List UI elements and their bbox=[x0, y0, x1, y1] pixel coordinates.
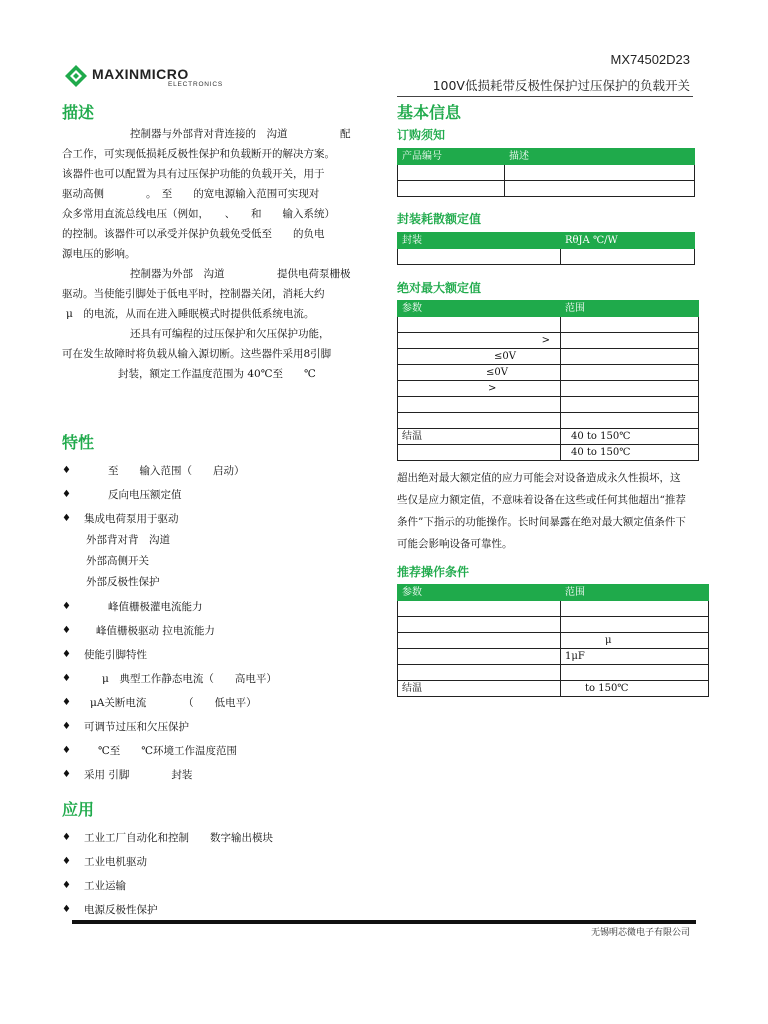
ordering-table bbox=[397, 148, 695, 197]
description-line: 还具有可编程的过压保护和欠压保护功能， bbox=[130, 328, 330, 340]
bullet-diamond-icon: ♦ bbox=[62, 904, 71, 915]
description-line: μ 的电流，从而在进入睡眠模式时提供低系统电流。 bbox=[66, 308, 315, 320]
application-item bbox=[62, 828, 382, 848]
feature-subitem bbox=[62, 572, 382, 592]
table-row bbox=[398, 429, 699, 445]
company-logo bbox=[64, 64, 224, 94]
table-header-cell: 参数 bbox=[398, 301, 561, 317]
feature-text: 外部高侧开关 bbox=[86, 555, 149, 567]
features-heading: 特性 bbox=[62, 433, 95, 452]
table-row bbox=[398, 249, 695, 265]
recommended-heading: 推荐操作条件 bbox=[397, 565, 470, 579]
feature-text: μA关断电流 （ 低电平） bbox=[90, 697, 257, 709]
table-row bbox=[398, 397, 699, 413]
document-title: 100V低损耗带反极性保护过压保护的负载开关 bbox=[432, 78, 690, 93]
footer-company: 无锡明芯微电子有限公司 bbox=[590, 928, 690, 938]
table-row bbox=[398, 665, 709, 681]
table-header-cell: RθJA ℃/W bbox=[561, 233, 695, 249]
bullet-diamond-icon: ♦ bbox=[62, 649, 71, 660]
description-line: 可在发生故障时将负载从输入源切断。这些器件采用8引脚 bbox=[62, 348, 332, 360]
table-cell: 40 to 150℃ bbox=[561, 445, 699, 461]
table-header-cell: 参数 bbox=[398, 585, 561, 601]
table-cell bbox=[398, 165, 505, 181]
table-cell: 1μF bbox=[561, 649, 709, 665]
bullet-diamond-icon: ♦ bbox=[62, 769, 71, 780]
table-cell bbox=[398, 249, 561, 265]
abs-max-table bbox=[397, 300, 699, 461]
bullet-diamond-icon: ♦ bbox=[62, 697, 71, 708]
table-row bbox=[398, 333, 699, 349]
table-cell bbox=[561, 249, 695, 265]
table-cell bbox=[561, 413, 699, 429]
application-item bbox=[62, 900, 382, 920]
table-row bbox=[398, 681, 709, 697]
application-text: 电源反极性保护 bbox=[84, 904, 158, 916]
feature-item bbox=[62, 669, 382, 689]
table-cell bbox=[398, 445, 561, 461]
feature-subitem bbox=[62, 551, 382, 571]
description-line: 众多常用直流总线电压（例如， 、 和 输入系统） bbox=[62, 208, 335, 220]
feature-item bbox=[62, 509, 382, 529]
feature-text: 集成电荷泵用于驱动 bbox=[84, 513, 179, 525]
table-cell bbox=[561, 365, 699, 381]
feature-text: 使能引脚特性 bbox=[84, 649, 147, 661]
description-heading: 描述 bbox=[62, 103, 95, 122]
table-header-cell: 范围 bbox=[561, 585, 709, 601]
table-cell bbox=[398, 649, 561, 665]
note-line: 条件”下指示的功能操作。长时间暴露在绝对最大额定值条件下 bbox=[397, 516, 686, 528]
table-cell: 结温 bbox=[398, 429, 561, 445]
recommended-table bbox=[397, 584, 709, 697]
table-row bbox=[398, 381, 699, 397]
feature-item bbox=[62, 461, 382, 481]
feature-text: 反向电压额定值 bbox=[108, 489, 182, 501]
table-row bbox=[398, 617, 709, 633]
table-cell bbox=[398, 633, 561, 649]
table-cell bbox=[561, 333, 699, 349]
table-cell: > bbox=[398, 381, 561, 397]
description-line: 的控制。该器件可以承受并保护负载免受低至 的负电 bbox=[62, 228, 325, 240]
note-line: 超出绝对最大额定值的应力可能会对设备造成永久性损坏，这 bbox=[397, 472, 681, 484]
table-cell: > bbox=[398, 333, 561, 349]
feature-item bbox=[62, 765, 382, 785]
table-cell bbox=[398, 665, 561, 681]
table-row bbox=[398, 445, 699, 461]
table-header-cell: 封装 bbox=[398, 233, 561, 249]
application-item bbox=[62, 876, 382, 896]
application-text: 工业工厂自动化和控制 数字输出模块 bbox=[84, 832, 273, 844]
table-cell bbox=[505, 165, 695, 181]
logo-text: MAXINMICRO bbox=[92, 66, 189, 82]
feature-item bbox=[62, 645, 382, 665]
description-line: 驱动。当使能引脚处于低电平时，控制器关闭，消耗大约 bbox=[62, 288, 325, 300]
table-cell bbox=[561, 317, 699, 333]
table-cell bbox=[561, 601, 709, 617]
bullet-diamond-icon: ♦ bbox=[62, 513, 71, 524]
table-header-cell: 范围 bbox=[561, 301, 699, 317]
application-text: 工业电机驱动 bbox=[84, 856, 147, 868]
description-line: 源电压的影响。 bbox=[62, 248, 136, 260]
abs-max-heading: 绝对最大额定值 bbox=[397, 281, 482, 295]
table-cell bbox=[398, 317, 561, 333]
feature-text: 采用 引脚 封装 bbox=[84, 769, 193, 781]
description-line: 合工作，可实现低损耗反极性保护和负载断开的解决方案。 bbox=[62, 148, 335, 160]
footer-divider bbox=[72, 920, 696, 924]
table-cell bbox=[505, 181, 695, 197]
applications-heading: 应用 bbox=[62, 800, 95, 819]
part-number: MX74502D23 bbox=[610, 52, 690, 67]
table-cell bbox=[561, 617, 709, 633]
bullet-diamond-icon: ♦ bbox=[62, 673, 71, 684]
table-cell bbox=[398, 601, 561, 617]
bullet-diamond-icon: ♦ bbox=[62, 856, 71, 867]
table-cell bbox=[561, 665, 709, 681]
bullet-diamond-icon: ♦ bbox=[62, 721, 71, 732]
feature-item bbox=[62, 717, 382, 737]
description-line: 该器件也可以配置为具有过压保护功能的负载开关，用于 bbox=[62, 168, 325, 180]
bullet-diamond-icon: ♦ bbox=[62, 465, 71, 476]
application-item bbox=[62, 852, 382, 872]
feature-item bbox=[62, 485, 382, 505]
ordering-heading: 订购须知 bbox=[397, 128, 446, 142]
table-cell: 40 to 150℃ bbox=[561, 429, 699, 445]
table-cell bbox=[398, 397, 561, 413]
table-cell bbox=[561, 349, 699, 365]
bullet-diamond-icon: ♦ bbox=[62, 832, 71, 843]
table-row bbox=[398, 165, 695, 181]
feature-item bbox=[62, 741, 382, 761]
feature-text: 外部背对背 沟道 bbox=[86, 534, 170, 546]
note-line: 可能会影响设备可靠性。 bbox=[397, 538, 513, 550]
feature-text: 至 输入范围（ 启动） bbox=[108, 465, 245, 477]
table-cell bbox=[561, 381, 699, 397]
table-row bbox=[398, 317, 699, 333]
table-cell: 结温 bbox=[398, 681, 561, 697]
table-cell: μ bbox=[561, 633, 709, 649]
basic-info-heading: 基本信息 bbox=[397, 103, 462, 122]
table-row bbox=[398, 601, 709, 617]
table-row bbox=[398, 413, 699, 429]
feature-text: 峰值栅极灌电流能力 bbox=[108, 601, 203, 613]
note-line: 些仅是应力额定值，不意味着设备在这些或任何其他超出“推荐 bbox=[397, 494, 686, 506]
table-cell bbox=[398, 181, 505, 197]
feature-item bbox=[62, 597, 382, 617]
logo-subtext: ELECTRONICS bbox=[168, 81, 224, 88]
table-cell: ≤0V bbox=[398, 365, 561, 381]
table-row bbox=[398, 181, 695, 197]
feature-text: 可调节过压和欠压保护 bbox=[84, 721, 189, 733]
feature-subitem bbox=[62, 530, 382, 550]
feature-text: ℃至 ℃环境工作温度范围 bbox=[98, 745, 237, 757]
description-line: 控制器为外部 沟道 提供电荷泵栅极 bbox=[130, 268, 351, 280]
table-cell bbox=[398, 617, 561, 633]
table-row bbox=[398, 649, 709, 665]
bullet-diamond-icon: ♦ bbox=[62, 880, 71, 891]
table-cell: to 150℃ bbox=[561, 681, 709, 697]
table-row bbox=[398, 633, 709, 649]
bullet-diamond-icon: ♦ bbox=[62, 489, 71, 500]
feature-text: μ 典型工作静态电流（ 高电平） bbox=[102, 673, 277, 685]
package-thermal-heading: 封装耗散额定值 bbox=[397, 212, 482, 226]
bullet-diamond-icon: ♦ bbox=[62, 625, 71, 636]
table-row bbox=[398, 365, 699, 381]
table-cell bbox=[398, 413, 561, 429]
maxinmicro-logo-mark-icon bbox=[64, 64, 88, 88]
application-text: 工业运输 bbox=[84, 880, 126, 892]
table-cell bbox=[561, 397, 699, 413]
description-line: 驱动高侧 。 至 的宽电源输入范围可实现对 bbox=[62, 188, 320, 200]
header-divider bbox=[397, 96, 693, 97]
feature-text: 峰值栅极驱动 拉电流能力 bbox=[96, 625, 215, 637]
feature-item bbox=[62, 621, 382, 641]
package-thermal-table bbox=[397, 232, 695, 265]
description-line: 封装，额定工作温度范围为 40℃至 ℃ bbox=[118, 368, 316, 380]
description-line: 控制器与外部背对背连接的 沟道 配 bbox=[130, 128, 351, 140]
table-row bbox=[398, 349, 699, 365]
bullet-diamond-icon: ♦ bbox=[62, 601, 71, 612]
feature-text: 外部反极性保护 bbox=[86, 576, 160, 588]
bullet-diamond-icon: ♦ bbox=[62, 745, 71, 756]
feature-item bbox=[62, 693, 382, 713]
table-header-cell: 描述 bbox=[505, 149, 695, 165]
table-cell: ≤0V bbox=[398, 349, 561, 365]
table-header-cell: 产品编号 bbox=[398, 149, 505, 165]
description-body bbox=[62, 124, 374, 384]
abs-max-note bbox=[397, 467, 719, 555]
